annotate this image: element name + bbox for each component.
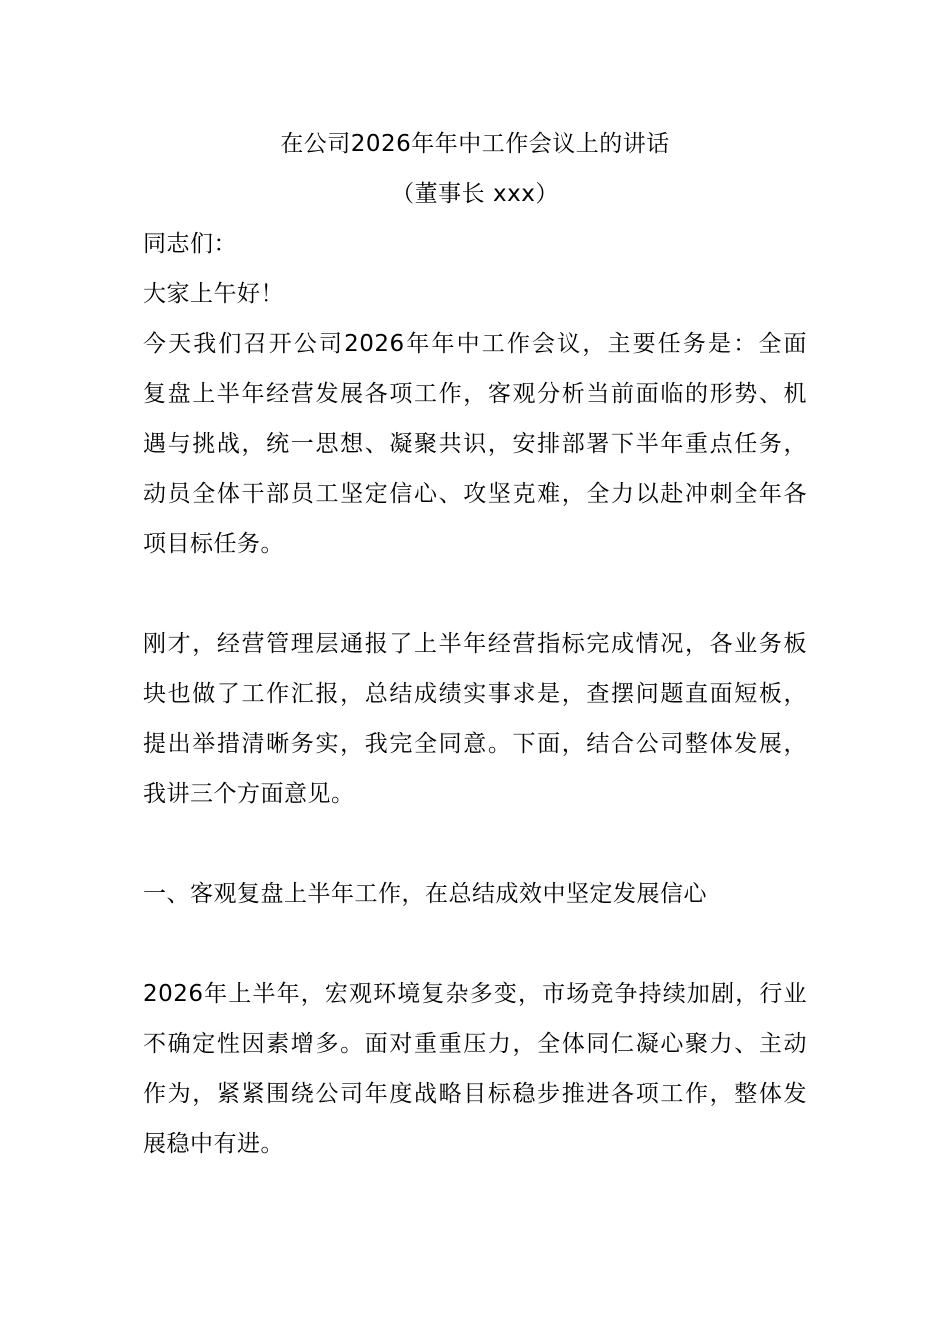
paragraph-reports bbox=[143, 619, 807, 819]
paragraph-line: 遇与挑战，统一思想、凝聚共识，安排部署下半年重点任务， bbox=[143, 431, 807, 457]
paragraph-line: 2026年上半年，宏观环境复杂多变，市场竞争持续加剧，行业 bbox=[143, 981, 807, 1007]
greeting: 大家上午好！ bbox=[143, 281, 284, 307]
paragraph-spacer bbox=[143, 819, 807, 869]
paragraph-spacer bbox=[143, 569, 807, 619]
paragraph-line: 作为，紧紧围绕公司年度战略目标稳步推进各项工作，整体发 bbox=[143, 1081, 807, 1107]
paragraph-line: 动员全体干部员工坚定信心、攻坚克难，全力以赴冲刺全年各 bbox=[143, 481, 807, 507]
salutation: 同志们： bbox=[143, 231, 237, 257]
section-heading-1: 一、客观复盘上半年工作，在总结成效中坚定发展信心 bbox=[143, 881, 707, 907]
paragraph-line: 复盘上半年经营发展各项工作，客观分析当前面临的形势、机 bbox=[143, 381, 807, 407]
paragraph-line: 刚才，经营管理层通报了上半年经营指标完成情况，各业务板 bbox=[143, 631, 807, 657]
speaker-line: （董事长 xxx） bbox=[391, 181, 559, 207]
document-body bbox=[143, 119, 807, 1169]
paragraph-line: 项目标任务。 bbox=[143, 531, 284, 557]
paragraph-line: 块也做了工作汇报，总结成绩实事求是，查摆问题直面短板， bbox=[143, 681, 807, 707]
paragraph-review bbox=[143, 969, 807, 1169]
paragraph-opening bbox=[143, 319, 807, 569]
document-title: 在公司2026年年中工作会议上的讲话 bbox=[280, 131, 670, 157]
paragraph-line: 不确定性因素增多。面对重重压力，全体同仁凝心聚力、主动 bbox=[143, 1031, 807, 1057]
paragraph-line: 提出举措清晰务实，我完全同意。下面，结合公司整体发展， bbox=[143, 731, 807, 757]
paragraph-line: 我讲三个方面意见。 bbox=[143, 781, 355, 807]
paragraph-spacer bbox=[143, 919, 807, 969]
paragraph-line: 今天我们召开公司2026年年中工作会议，主要任务是：全面 bbox=[143, 331, 807, 357]
paragraph-line: 展稳中有进。 bbox=[143, 1131, 284, 1157]
